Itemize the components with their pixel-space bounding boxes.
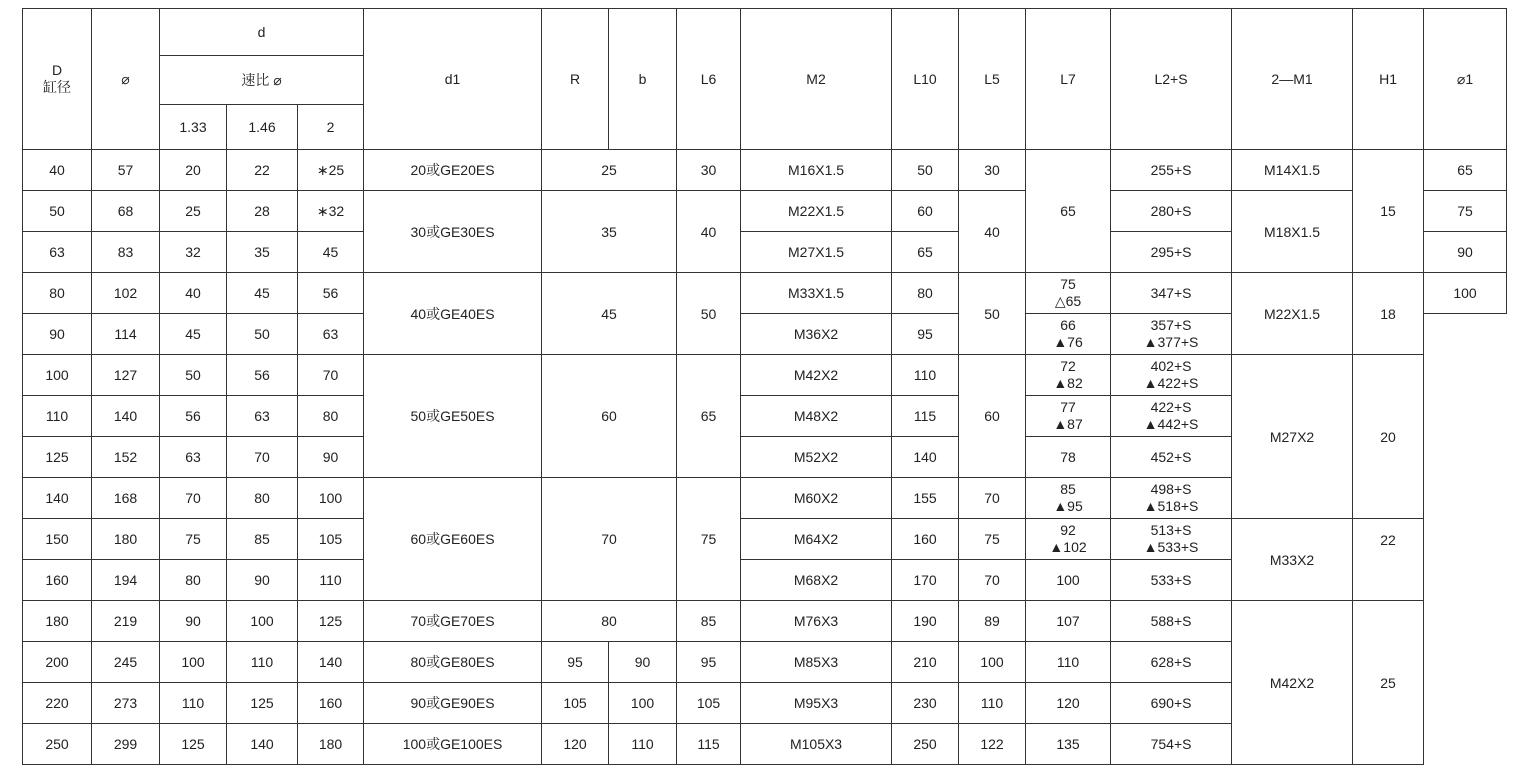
cell-L2S-value: 513+S: [1150, 522, 1192, 538]
cell-L7-alt: ▲87: [1053, 416, 1083, 432]
cell-D: 160: [23, 560, 92, 601]
cell-d2: 70: [298, 355, 364, 396]
cell-phi: 245: [92, 642, 160, 683]
cell-D: 180: [23, 601, 92, 642]
cell-L10: 250: [892, 724, 959, 765]
cell-d133: 20: [160, 150, 227, 191]
cell-L7: [1026, 314, 1111, 355]
header-M2: M2: [741, 9, 892, 150]
cell-L6: 95: [677, 642, 741, 683]
cell-d2: 140: [298, 642, 364, 683]
cell-L7-alt: ▲82: [1053, 375, 1083, 391]
cell-phi1: 75: [1424, 191, 1507, 232]
header-M1: 2—M1: [1232, 9, 1353, 150]
cell-d146: 63: [227, 396, 298, 437]
cell-d146: 100: [227, 601, 298, 642]
cell-R: 95: [542, 642, 609, 683]
cell-L10: 115: [892, 396, 959, 437]
cell-phi: 152: [92, 437, 160, 478]
table-row: [23, 191, 1507, 232]
cell-L7-value: 77: [1060, 399, 1076, 415]
cell-M2: M60X2: [741, 478, 892, 519]
cell-L7-value: 66: [1060, 317, 1076, 333]
cell-d133: 56: [160, 396, 227, 437]
cell-d1: 70或GE70ES: [364, 601, 542, 642]
table-row: [23, 150, 1507, 191]
cell-L2S-alt: ▲442+S: [1143, 416, 1199, 432]
cell-L10: 95: [892, 314, 959, 355]
header-phi1: ⌀1: [1424, 9, 1507, 150]
cell-L5: 60: [959, 355, 1026, 478]
cell-R: 70: [542, 478, 677, 601]
header-d1: d1: [364, 9, 542, 150]
cell-L7-alt: ▲102: [1049, 539, 1087, 555]
cell-phi: 219: [92, 601, 160, 642]
cell-L7: [1026, 478, 1111, 519]
cell-L2S: 690+S: [1111, 683, 1232, 724]
cell-D: 80: [23, 273, 92, 314]
cell-L10: 210: [892, 642, 959, 683]
cell-d146: 28: [227, 191, 298, 232]
cell-L7-alt: △65: [1054, 293, 1082, 309]
cell-L7-alt: ▲95: [1053, 498, 1083, 514]
cell-d146: 70: [227, 437, 298, 478]
cell-L10: 60: [892, 191, 959, 232]
cell-d2: ∗25: [298, 150, 364, 191]
cell-d1: 60或GE60ES: [364, 478, 542, 601]
cell-d146: 50: [227, 314, 298, 355]
header-speed-ratio: 速比 ⌀: [160, 56, 364, 105]
cell-M2: M42X2: [741, 355, 892, 396]
cell-M2: M52X2: [741, 437, 892, 478]
cell-L2S: [1111, 314, 1232, 355]
header-R: R: [542, 9, 609, 150]
cell-d146: 110: [227, 642, 298, 683]
header-ratio-133: 1.33: [160, 105, 227, 150]
cell-b: 110: [609, 724, 677, 765]
cell-D: 40: [23, 150, 92, 191]
cell-L10: 110: [892, 355, 959, 396]
cell-L7: 78: [1026, 437, 1111, 478]
cell-L7: 100: [1026, 560, 1111, 601]
cell-d1: 100或GE100ES: [364, 724, 542, 765]
cell-R: 105: [542, 683, 609, 724]
cell-L7-value: 75: [1060, 276, 1076, 292]
header-L10: L10: [892, 9, 959, 150]
cell-phi: 140: [92, 396, 160, 437]
cell-L2S: 280+S: [1111, 191, 1232, 232]
cell-phi: 180: [92, 519, 160, 560]
cell-L6: 105: [677, 683, 741, 724]
cell-L5: 100: [959, 642, 1026, 683]
cell-L6: 85: [677, 601, 741, 642]
cell-R: 35: [542, 191, 677, 273]
cell-d146: 80: [227, 478, 298, 519]
spec-table-container: [22, 8, 1507, 765]
cell-d133: 80: [160, 560, 227, 601]
cell-d2: 110: [298, 560, 364, 601]
cell-d133: 63: [160, 437, 227, 478]
cell-M2: M27X1.5: [741, 232, 892, 273]
cell-L2S: 255+S: [1111, 150, 1232, 191]
cell-L7-value: 92: [1060, 522, 1076, 538]
cell-d146: 85: [227, 519, 298, 560]
cell-M2: M85X3: [741, 642, 892, 683]
cell-L2S: [1111, 519, 1232, 560]
cell-L2S-alt: ▲533+S: [1143, 539, 1199, 555]
cell-d1: 20或GE20ES: [364, 150, 542, 191]
cell-d146: 22: [227, 150, 298, 191]
cell-L2S-alt: ▲518+S: [1143, 498, 1199, 514]
cell-L5: 70: [959, 478, 1026, 519]
cell-L10: 190: [892, 601, 959, 642]
cell-H1: 15: [1353, 150, 1424, 273]
cell-d133: 50: [160, 355, 227, 396]
cell-H1: 20: [1353, 355, 1424, 519]
cell-L2S-value: 498+S: [1150, 481, 1192, 497]
cell-L7: [1026, 519, 1111, 560]
cell-D: 50: [23, 191, 92, 232]
cell-L6: 30: [677, 150, 741, 191]
cell-d146: 56: [227, 355, 298, 396]
cell-R: 45: [542, 273, 677, 355]
cell-phi1: 65: [1424, 150, 1507, 191]
cell-phi: 68: [92, 191, 160, 232]
cell-d2: 63: [298, 314, 364, 355]
cell-D: 150: [23, 519, 92, 560]
cell-L5: 40: [959, 191, 1026, 273]
cell-D: 110: [23, 396, 92, 437]
cell-L2S-value: 422+S: [1150, 399, 1192, 415]
cell-L2S: [1111, 355, 1232, 396]
cell-L10: 160: [892, 519, 959, 560]
header-L2S: L2+S: [1111, 9, 1232, 150]
table-row: [23, 273, 1507, 314]
cell-L7: 120: [1026, 683, 1111, 724]
cell-d1: 40或GE40ES: [364, 273, 542, 355]
header-ratio-2: 2: [298, 105, 364, 150]
cell-L5: 89: [959, 601, 1026, 642]
cell-d2: 45: [298, 232, 364, 273]
cell-L5: 70: [959, 560, 1026, 601]
cell-L7: [1026, 355, 1111, 396]
cell-d1: 90或GE90ES: [364, 683, 542, 724]
cell-d1: 30或GE30ES: [364, 191, 542, 273]
cell-L2S: 452+S: [1111, 437, 1232, 478]
cell-L7-value: 72: [1060, 358, 1076, 374]
cell-phi1-empty: [1424, 314, 1507, 765]
cell-M2: M16X1.5: [741, 150, 892, 191]
cell-d146: 35: [227, 232, 298, 273]
cell-L2S: 588+S: [1111, 601, 1232, 642]
cell-D: 125: [23, 437, 92, 478]
cell-L2S-alt: ▲422+S: [1143, 375, 1199, 391]
cell-L10: 170: [892, 560, 959, 601]
cell-d133: 40: [160, 273, 227, 314]
cell-L7: [1026, 273, 1111, 314]
cell-R: 120: [542, 724, 609, 765]
cell-L6: 115: [677, 724, 741, 765]
cell-d133: 70: [160, 478, 227, 519]
cell-L5: 122: [959, 724, 1026, 765]
cell-L2S: 754+S: [1111, 724, 1232, 765]
cell-L2S-value: 357+S: [1150, 317, 1192, 333]
cell-d1: 80或GE80ES: [364, 642, 542, 683]
cell-phi: 114: [92, 314, 160, 355]
table-row: [23, 519, 1507, 560]
cell-L7: 65: [1026, 150, 1111, 273]
header-ratio-146: 1.46: [227, 105, 298, 150]
cell-d2: 90: [298, 437, 364, 478]
cell-M2: M64X2: [741, 519, 892, 560]
cell-R: 80: [542, 601, 677, 642]
cell-D: 140: [23, 478, 92, 519]
cell-L6: 50: [677, 273, 741, 355]
cell-L2S: [1111, 396, 1232, 437]
cell-phi1: 100: [1424, 273, 1507, 314]
cell-M1: M42X2: [1232, 601, 1353, 765]
cell-L10: 50: [892, 150, 959, 191]
cell-L2S: 347+S: [1111, 273, 1232, 314]
cell-d146: 140: [227, 724, 298, 765]
cell-L6: 40: [677, 191, 741, 273]
cell-L2S: 533+S: [1111, 560, 1232, 601]
header-L6: L6: [677, 9, 741, 150]
cell-d133: 32: [160, 232, 227, 273]
cell-H1: 18: [1353, 273, 1424, 355]
cell-d146: 90: [227, 560, 298, 601]
cell-phi: 168: [92, 478, 160, 519]
cell-L7: [1026, 396, 1111, 437]
cell-d2: 180: [298, 724, 364, 765]
cell-L2S: 295+S: [1111, 232, 1232, 273]
header-b: b: [609, 9, 677, 150]
cell-L10: 230: [892, 683, 959, 724]
cell-L2S-value: 402+S: [1150, 358, 1192, 374]
cell-d2: 160: [298, 683, 364, 724]
cell-d133: 45: [160, 314, 227, 355]
cell-L7-alt: ▲76: [1053, 334, 1083, 350]
cell-d2: 100: [298, 478, 364, 519]
cell-phi: 299: [92, 724, 160, 765]
header-L5: L5: [959, 9, 1026, 150]
cell-L10: 65: [892, 232, 959, 273]
cell-phi: 273: [92, 683, 160, 724]
cell-d133: 25: [160, 191, 227, 232]
cylinder-spec-table: [22, 8, 1507, 765]
cell-phi1: 90: [1424, 232, 1507, 273]
cell-D: 200: [23, 642, 92, 683]
cell-b: 100: [609, 683, 677, 724]
header-d: d: [160, 9, 364, 56]
cell-d2: 56: [298, 273, 364, 314]
cell-d133: 100: [160, 642, 227, 683]
cell-L5: 30: [959, 150, 1026, 191]
cell-L5: 110: [959, 683, 1026, 724]
cell-M1: M33X2: [1232, 519, 1353, 601]
cell-L2S: 628+S: [1111, 642, 1232, 683]
cell-D: 250: [23, 724, 92, 765]
cell-L6: 75: [677, 478, 741, 601]
cell-M2: M105X3: [741, 724, 892, 765]
cell-L10: 155: [892, 478, 959, 519]
cell-D: 220: [23, 683, 92, 724]
cell-d133: 90: [160, 601, 227, 642]
cell-R: 25: [542, 150, 677, 191]
cell-M2: M36X2: [741, 314, 892, 355]
cell-d2: 105: [298, 519, 364, 560]
cell-phi: 194: [92, 560, 160, 601]
cell-M2: M48X2: [741, 396, 892, 437]
cell-d2: 125: [298, 601, 364, 642]
header-row-1: [23, 9, 1507, 56]
cell-d133: 75: [160, 519, 227, 560]
header-bore: [23, 9, 92, 150]
cell-L10: 80: [892, 273, 959, 314]
cell-M2: M95X3: [741, 683, 892, 724]
cell-d146: 125: [227, 683, 298, 724]
cell-b: 90: [609, 642, 677, 683]
cell-d133: 125: [160, 724, 227, 765]
cell-D: 90: [23, 314, 92, 355]
cell-M1: M27X2: [1232, 355, 1353, 519]
cell-L5: 50: [959, 273, 1026, 355]
cell-phi: 102: [92, 273, 160, 314]
cell-M2: M33X1.5: [741, 273, 892, 314]
header-H1: H1: [1353, 9, 1424, 150]
table-row: [23, 601, 1507, 642]
cell-L7: 107: [1026, 601, 1111, 642]
cell-L7: 135: [1026, 724, 1111, 765]
cell-d133: 110: [160, 683, 227, 724]
cell-M2: M22X1.5: [741, 191, 892, 232]
cell-H1: 22: [1353, 519, 1424, 601]
cell-H1: 25: [1353, 601, 1424, 765]
cell-L7: 110: [1026, 642, 1111, 683]
cell-phi: 83: [92, 232, 160, 273]
cell-L7-value: 85: [1060, 481, 1076, 497]
header-bore-label: 缸径: [43, 79, 71, 95]
cell-L2S: [1111, 478, 1232, 519]
cell-M1: M18X1.5: [1232, 191, 1353, 273]
header-phi: ⌀: [92, 9, 160, 150]
cell-d2: 80: [298, 396, 364, 437]
cell-phi: 57: [92, 150, 160, 191]
cell-M1: M22X1.5: [1232, 273, 1353, 355]
cell-D: 63: [23, 232, 92, 273]
cell-d146: 45: [227, 273, 298, 314]
table-row: [23, 355, 1507, 396]
cell-M2: M76X3: [741, 601, 892, 642]
cell-L2S-alt: ▲377+S: [1143, 334, 1199, 350]
cell-phi: 127: [92, 355, 160, 396]
cell-M2: M68X2: [741, 560, 892, 601]
cell-L5: 75: [959, 519, 1026, 560]
header-L7: L7: [1026, 9, 1111, 150]
cell-M1: M14X1.5: [1232, 150, 1353, 191]
cell-D: 100: [23, 355, 92, 396]
cell-R: 60: [542, 355, 677, 478]
cell-L10: 140: [892, 437, 959, 478]
header-D: D: [51, 62, 63, 78]
cell-d1: 50或GE50ES: [364, 355, 542, 478]
cell-d2: ∗32: [298, 191, 364, 232]
cell-L6: 65: [677, 355, 741, 478]
